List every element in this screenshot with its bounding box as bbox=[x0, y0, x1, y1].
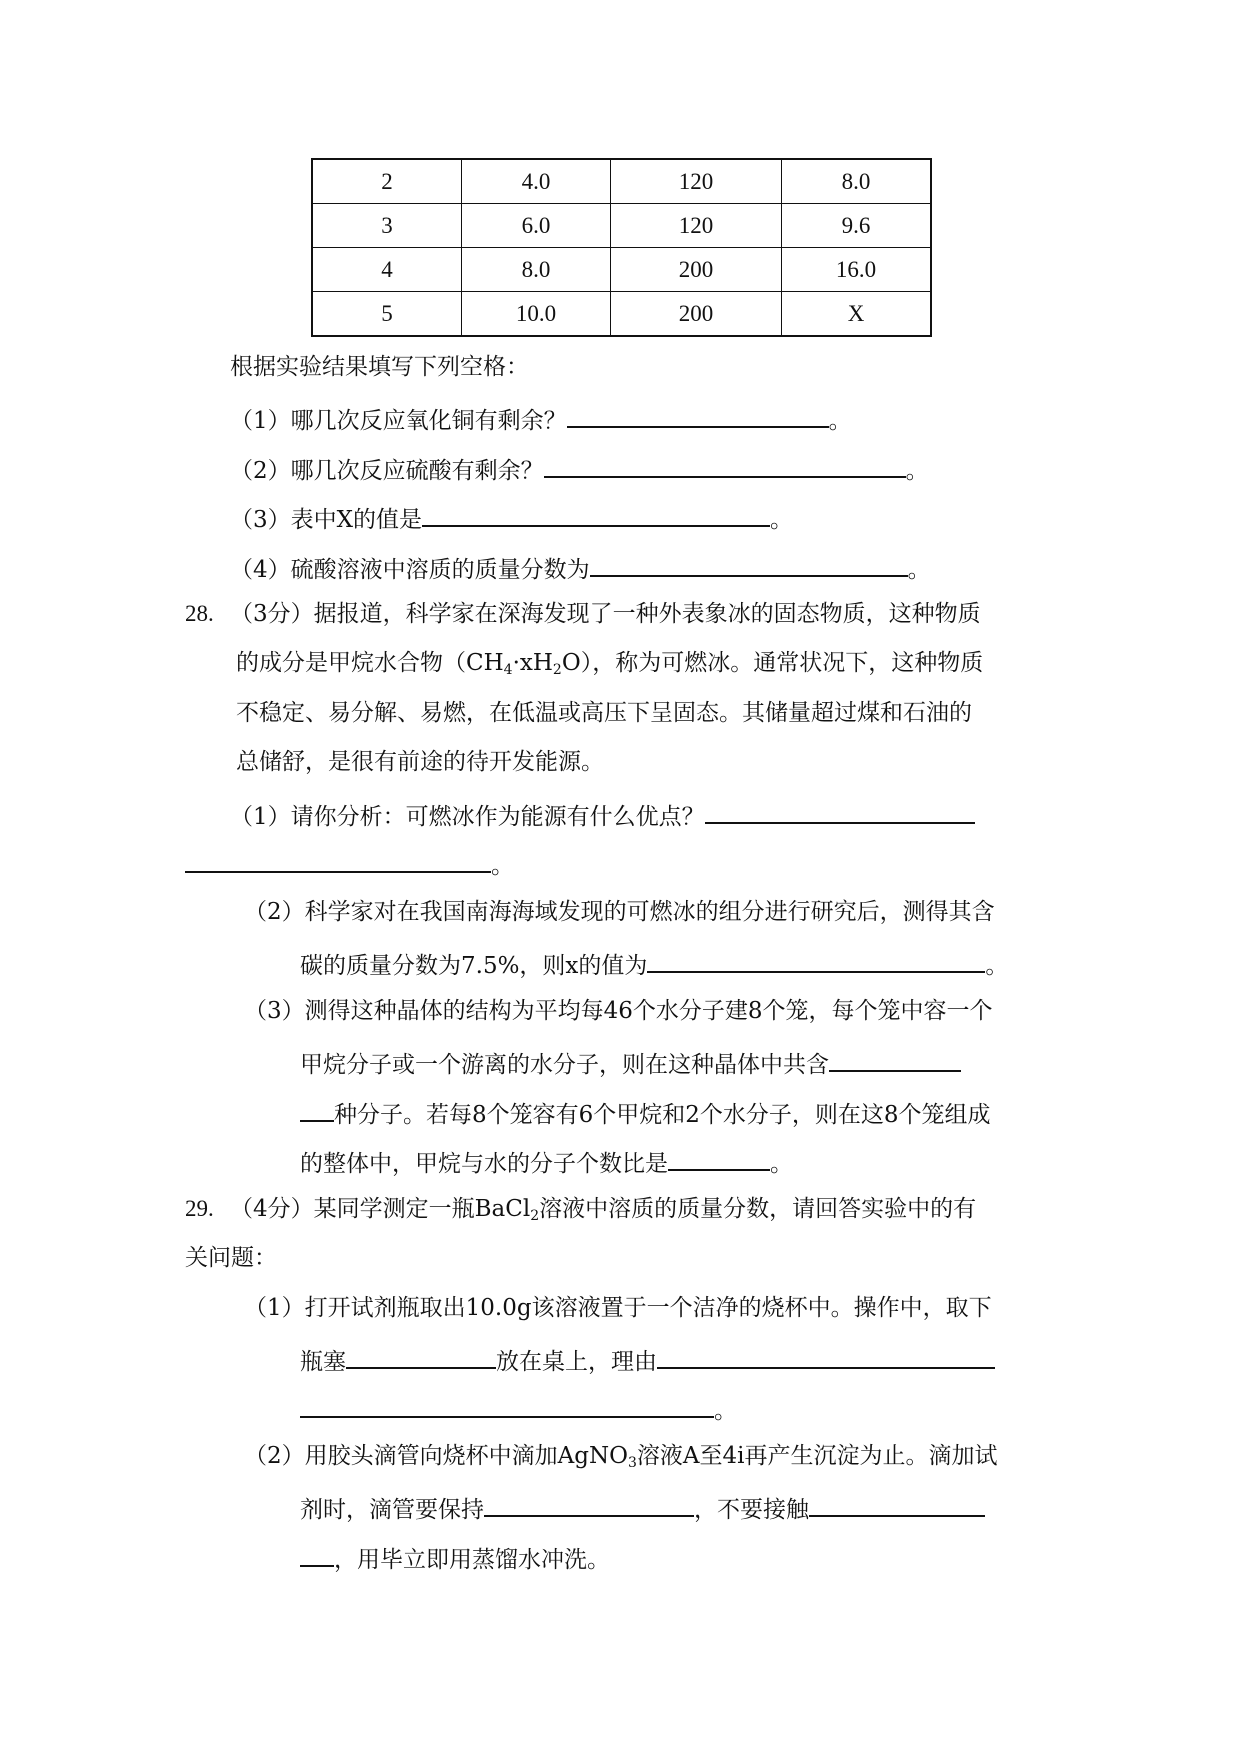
q28-line3: 不稳定、易分解、易燃，在低温或高压下呈固态。其储量超过煤和石油的 bbox=[236, 700, 972, 726]
q28-sub1-continued: 。 bbox=[185, 845, 514, 882]
table-row bbox=[312, 292, 931, 337]
period: 。 bbox=[828, 408, 852, 434]
q28-sub3-blank2[interactable] bbox=[668, 1143, 770, 1171]
q28-sub3-line2: 甲烷分子或一个游离的水分子，则在这种晶体中共含 bbox=[300, 1044, 961, 1081]
table-row bbox=[312, 159, 931, 204]
q27-part3-blank[interactable] bbox=[422, 499, 770, 527]
table-cell: 120 bbox=[611, 204, 782, 248]
q29-sub2-line1: （2）用胶头滴管向烧杯中滴加AgNO$_3$溶液A至4i再产生沉淀为止。滴加试 bbox=[244, 1443, 998, 1471]
table-cell: X bbox=[782, 292, 932, 337]
q27-intro: 根据实验结果填写下列空格： bbox=[230, 354, 529, 380]
q28-sub3-line3: 种分子。若每8个笼容有6个甲烷和2个水分子，则在这8个笼组成 bbox=[300, 1094, 991, 1131]
q29-line2: 关问题： bbox=[185, 1245, 277, 1271]
q29-sub1-blank2[interactable] bbox=[657, 1341, 995, 1369]
q28-line4: 总储舒，是很有前途的待开发能源。 bbox=[236, 749, 604, 775]
q28-sub2-blank[interactable] bbox=[647, 945, 985, 973]
q27-part1-text: （1）哪几次反应氧化铜有剩余？ bbox=[230, 408, 567, 434]
q29-sub2-line3: ，用毕立即用蒸馏水冲洗。 bbox=[300, 1539, 610, 1576]
q27-part4-text: （4）硫酸溶液中溶质的质量分数为 bbox=[230, 557, 590, 583]
q27-part1-blank[interactable] bbox=[567, 400, 829, 428]
q28-sub1-blank-2[interactable] bbox=[185, 845, 491, 873]
table-row bbox=[312, 248, 931, 292]
q27-part2-blank[interactable] bbox=[544, 450, 906, 478]
q28-sub2-line1: （2）科学家对在我国南海海域发现的可燃冰的组分进行研究后，测得其含 bbox=[244, 899, 995, 925]
q29-sub1-line1: （1）打开试剂瓶取出10.0g该溶液置于一个洁净的烧杯中。操作中，取下 bbox=[244, 1295, 992, 1321]
table-cell: 200 bbox=[611, 248, 782, 292]
q28-sub3-blank1-cont[interactable] bbox=[300, 1094, 334, 1122]
q29-sub2-line2: 剂时，滴管要保持 ，不要接触 bbox=[300, 1489, 985, 1526]
table-row bbox=[312, 204, 931, 248]
table-cell: 10.0 bbox=[462, 292, 611, 337]
table-cell: 5 bbox=[312, 292, 462, 337]
q29-line1: （4分）某同学测定一瓶BaCl$_2$溶液中溶质的质量分数，请回答实验中的有 bbox=[230, 1196, 977, 1224]
q28-line1: （3分）据报道，科学家在深海发现了一种外表象冰的固态物质，这种物质 bbox=[230, 601, 981, 627]
table-cell: 8.0 bbox=[462, 248, 611, 292]
q29-sub1-blank2-cont[interactable] bbox=[300, 1390, 714, 1418]
table-cell: 9.6 bbox=[782, 204, 932, 248]
q27-part3-text: （3）表中X的值是 bbox=[230, 507, 423, 533]
q28-sub1-blank[interactable] bbox=[705, 796, 975, 824]
q28-sub3-line1: （3）测得这种晶体的结构为平均每46个水分子建8个笼，每个笼中容一个 bbox=[244, 998, 993, 1024]
table-cell: 16.0 bbox=[782, 248, 932, 292]
q28-line2: 的成分是甲烷水合物$(CH_4\cdot xH_2O)$，称为可燃冰。通常状况下，这种物质 bbox=[236, 650, 984, 678]
q27-part2-text: （2）哪几次反应硫酸有剩余？ bbox=[230, 458, 544, 484]
period: 。 bbox=[907, 557, 931, 583]
q28-sub3-line4: 的整体中，甲烷与水的分子个数比是 。 bbox=[300, 1143, 793, 1180]
q27-part3 bbox=[230, 499, 793, 536]
table-cell: 4.0 bbox=[462, 159, 611, 204]
q29-number: 29. bbox=[185, 1196, 214, 1221]
table-cell: 8.0 bbox=[782, 159, 932, 204]
table-cell: 120 bbox=[611, 159, 782, 204]
q29-sub1-line3: 。 bbox=[300, 1390, 737, 1427]
table-cell: 6.0 bbox=[462, 204, 611, 248]
q27-part4 bbox=[230, 549, 931, 586]
q28-sub3-blank1[interactable] bbox=[829, 1044, 961, 1072]
q27-part2 bbox=[230, 450, 929, 487]
q28-number: 28. bbox=[185, 601, 214, 626]
table-cell: 2 bbox=[312, 159, 462, 204]
table-cell: 200 bbox=[611, 292, 782, 337]
table-cell: 4 bbox=[312, 248, 462, 292]
q29-sub2-blank2-cont[interactable] bbox=[300, 1539, 334, 1567]
results-table bbox=[311, 158, 932, 337]
q27-part1 bbox=[230, 400, 852, 437]
table-cell: 3 bbox=[312, 204, 462, 248]
q29-sub2-blank1[interactable] bbox=[484, 1489, 694, 1517]
period: 。 bbox=[905, 458, 929, 484]
q29-sub1-line2: 瓶塞 放在桌上，理由 bbox=[300, 1341, 995, 1378]
q29-sub1-blank1[interactable] bbox=[346, 1341, 496, 1369]
q28-sub1: （1）请你分析：可燃冰作为能源有什么优点？ bbox=[230, 796, 975, 833]
period: 。 bbox=[770, 507, 794, 533]
q28-sub2-line2: 碳的质量分数为7.5%，则x的值为 。 bbox=[300, 945, 1008, 982]
q29-sub2-blank2[interactable] bbox=[809, 1489, 985, 1517]
q27-part4-blank[interactable] bbox=[590, 549, 908, 577]
